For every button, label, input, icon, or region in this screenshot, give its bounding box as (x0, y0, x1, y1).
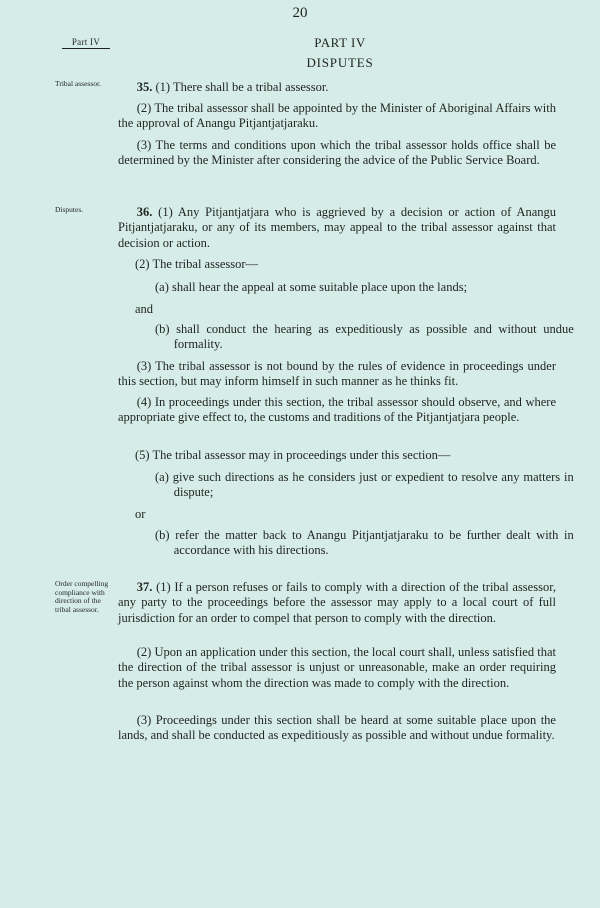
s36-paragraph-2: (2) The tribal assessor— (135, 257, 259, 271)
s36-paragraph-5b: (b) refer the matter back to Anangu Pitjantjatjaraku to be further dealt with in accordance with his directions. (155, 528, 574, 558)
margin-note-s37: Order compelling compliance with direction of the tribal assessor. (55, 579, 109, 614)
margin-note-s35: Tribal assessor. (55, 79, 101, 88)
s36-paragraph-2a: (a) shall hear the appeal at some suitable place upon the lands; (155, 280, 468, 294)
s35-paragraph-2: (2) The tribal assessor shall be appointed by the Minister of Aboriginal Affairs with the approval of Anangu Pitjantjatjaraku. (118, 101, 556, 131)
s37-number: 37. (136, 580, 153, 594)
running-head: Part IV (62, 37, 110, 49)
part-title: PART IV (314, 35, 366, 50)
s36-paragraph-5a: (a) give such directions as he considers just or expedient to resolve any matters in dispute; (155, 470, 574, 500)
s36-or: or (135, 507, 146, 521)
s35-number: 35. (136, 80, 153, 94)
s36-paragraph-2b: (b) shall conduct the hearing as expeditiously as possible and without undue formality. (155, 322, 574, 352)
s36-number: 36. (136, 205, 153, 219)
s37-p1-text: (1) If a person refuses or fails to comply with a direction of the tribal assessor, any party to the proceedings before the assessor may apply to a local court of full jurisdiction for an order to compel that person to comply with the direction. (118, 580, 556, 625)
s36-paragraph-4: (4) In proceedings under this section, the tribal assessor should observe, and where appropriate give effect to, the customs and traditions of the Pitjantjatjara people. (118, 395, 556, 425)
s37-paragraph-2: (2) Upon an application under this section, the local court shall, unless satisfied that the direction of the tribal assessor is unjust or unreasonable, make an order requiring the person against whom the direction was made to comply with the direction. (118, 645, 556, 690)
s36-and: and (135, 302, 154, 316)
s36-p1-text: (1) Any Pitjantjatjara who is aggrieved by a decision or action of Anangu Pitjantjatjaraku, or any of its members, may appeal to the tribal assessor against that decision or action. (118, 205, 556, 250)
s35-paragraph-3: (3) The terms and conditions upon which the tribal assessor holds office shall be determined by the Minister after considering the advice of the Public Service Board. (118, 138, 556, 168)
s37-paragraph-1 (118, 580, 556, 626)
margin-note-s36: Disputes. (55, 205, 84, 214)
s36-paragraph-3: (3) The tribal assessor is not bound by the rules of evidence in proceedings under this section, but may inform himself in such manner as he thinks fit. (118, 359, 556, 389)
s37-paragraph-3: (3) Proceedings under this section shall be heard at some suitable place upon the lands, and shall be conducted as expeditiously as possible and without undue formality. (118, 713, 556, 743)
s35-paragraph-1 (118, 80, 556, 95)
s35-p1-text: (1) There shall be a tribal assessor. (152, 80, 329, 94)
s36-paragraph-1 (118, 205, 556, 251)
part-subtitle: DISPUTES (306, 55, 374, 70)
s36-paragraph-5: (5) The tribal assessor may in proceedings under this section— (135, 448, 451, 462)
page-number: 20 (292, 5, 308, 21)
